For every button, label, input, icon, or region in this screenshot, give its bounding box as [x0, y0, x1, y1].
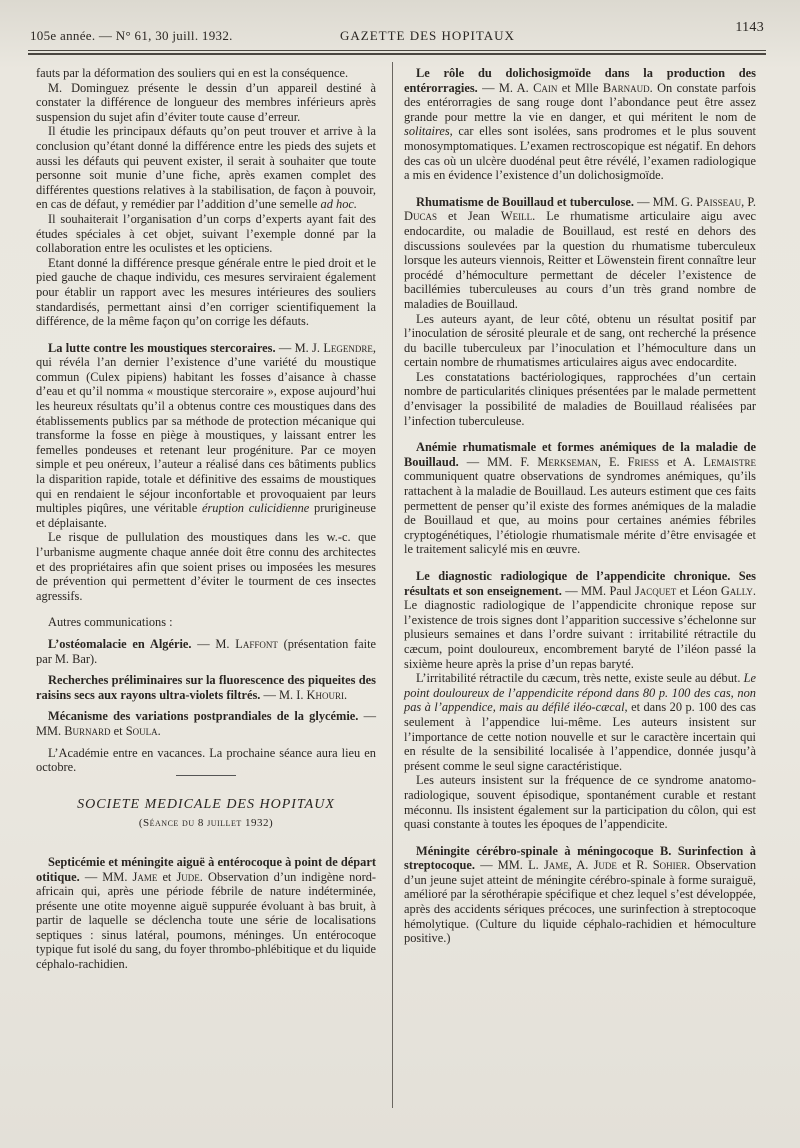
article-body: (présentation faite par M. Bar).	[36, 636, 377, 666]
article-body: Le diagnostic radiologique de l’appendicite chronique repose sur l’existence de trois signes dont l’apparition successive s’échelonne sur plusieurs semaines et dans l’ordre suivant : irritabilité rétractile du cæcum, point douloureux, encombrement baryté de l’iléon passé la sixième heure après la prise d’un repas baryté.	[404, 598, 756, 671]
paragraph: M. Dominguez présente le dessin d’un appareil destiné à constater la différence de longueur des membres inférieurs après suspension du sujet afin d’éviter toute cause d’erreur.	[36, 80, 376, 124]
author-initial: E.	[608, 454, 620, 469]
author-conjunction: et	[162, 869, 172, 884]
paragraph-text: et dans 20 p. 100 des cas seulement à l’appendice lui-même. Les auteurs insistent sur l’importance de cette notion nouvelle et sur le caractère incertain qui en résulte de la sensibilité localisée à l’appendice, donnée jusqu’à présent comme le seul signe caractéristique.	[404, 700, 756, 773]
article-paragraph	[404, 440, 756, 557]
paragraph: Le risque de pullulation des moustiques dans les w.-c. que l’urbanisme augmente chaque année doit être connu des architectes et des propriétaires afin que soient prises ou imposées les mesures de prévention qui permettent d’éviter le tourment de ces insectes agressifs.	[36, 530, 376, 603]
journal-title: GAZETTE DES HOPITAUX	[340, 28, 515, 43]
paragraph: Les auteurs ayant, de leur côté, obtenu un résultat positif par l’inoculation de sérosité pleurale et de sang, ont recherché la présence du bacille tuberculeux par l’inoculation et l’hémoculture dans un certain nombre de rhumatismes articulaires aigus avec endocardite.	[404, 311, 756, 370]
article-body-end: car elles sont isolées, sans prodromes et le plus souvent monosymptomatiques. L’examen rectroscopique est négatif. En dehors des cas où un ulcère duodénal peut être révélé, l’examen radiologique a mis en évidence l’existence d’un dolichosigmoïde.	[404, 124, 756, 183]
paragraph	[36, 124, 376, 212]
author-conjunction: et Jean	[447, 209, 490, 224]
session-month: juillet	[207, 817, 242, 830]
author-initial: P.	[747, 194, 756, 209]
author-name: Legendre,	[323, 340, 376, 355]
author-name: Sohier.	[652, 858, 691, 873]
article-paragraph	[36, 855, 376, 972]
article-title: L’ostéomalacie en Algérie.	[48, 636, 192, 651]
article-body: Observation d’un jeune sujet atteint de méningite cérébro-spinale à forme suraiguë, amélioré par la sérothérapie spécifique et chez lequel s’est développée, après des accidents sériques précoces, une surinfection à streptocoque hémolytique. (Culture du liquide céphalo-rachidien et hémoculture positive.)	[404, 858, 757, 946]
author-prefix: — MM. L.	[480, 858, 539, 873]
header-rule-thin	[28, 50, 766, 51]
session-day: 8	[197, 817, 204, 830]
paragraph	[404, 671, 756, 773]
author-name: Lemaistre	[703, 454, 756, 469]
paragraph-text: L’irritabilité rétractile du cæcum, très nette, existe seule au début.	[416, 671, 741, 686]
author-prefix: — M. A.	[482, 80, 529, 95]
author-name: Weill.	[500, 209, 536, 224]
article-paragraph	[36, 637, 376, 666]
author-conjunction: et Léon	[679, 583, 718, 598]
author-conjunction: et Mlle	[561, 80, 599, 95]
author-prefix: — M. I.	[263, 687, 304, 702]
paragraph: Les auteurs insistent sur la fréquence de ce syndrome anatomo-radiologique, souvent épisodique, spontanément curable et restant méconnu. Ils insistent également sur la participation du côlon, qui est quasi constante à toutes les époques de l’appendicite.	[404, 773, 756, 832]
author-prefix: — MM. G.	[637, 194, 694, 209]
section-separator	[176, 775, 236, 776]
author-name: Cain	[533, 80, 558, 95]
author-name: Barnaud.	[602, 80, 653, 95]
article-title: Septicémie et méningite aiguë à entérocoque à point de départ otitique.	[36, 854, 376, 884]
right-column	[404, 66, 756, 946]
article-title: Méningite cérébro-spinale à méningocoque B. Surinfection à streptocoque.	[404, 843, 756, 873]
article-body: communiquent quatre observations de syndromes anémiques, qu’ils rattachent à la maladie de Bouillaud. Les auteurs estiment que ces faits permettent de penser qu’il existe des formes anémiques de la maladie de Bouillaud et que, au moins pour certaines anémies fébriles cryptogénétiques, l’étiologie rhumatismale mérite d’être envisagée et le traitement salicylé mis en œuvre.	[404, 469, 756, 557]
author-name: Soula.	[125, 723, 161, 738]
session-date	[36, 816, 376, 831]
issue-line: 105e année. — N° 61, 30 juill. 1932.	[30, 28, 233, 43]
author-conjunction: et	[113, 723, 123, 738]
author-prefix: — MM.	[84, 869, 128, 884]
article-body: qui révéla l’an dernier l’existence d’une variété du moustique commun (Culex pipiens) habitant les fosses d’aisance à chasse d’eau et qu’il nomma « moustique stercoraire », expose aujourd’hui les heureux résultats qu’il a obtenus contre ces moustiques dans des établissements publics par sa méthode de protection mécanique qui transforme la fosse en piège à moustiques, y laissant entrer les femelles pondeuses et retenant leur progéniture. Par ce moyen simple et peu onéreux, l’auteur a réalisé dans ces bâtiments publics la disparition rapide, totale et définitive des essaims de moustiques qui en rendaient le séjour inconfortable et provoquaient par leurs multiples piqûres, une véritable	[36, 355, 376, 516]
session-label: Séance du	[143, 817, 195, 830]
article-body: Observation d’un indigène nord-africain qui, après une période fébrile de nature indéterminée, présente une otite moyenne aiguë suppurée évoluant à bas bruit, à partir de laquelle se déclencha toute une série de localisations septiques : sinus latéral, poumons, méninges. Un entérocoque typique fut isolé du sang, du foyer thrombo-phlébitique et du liquide céphalo-rachidien.	[36, 869, 377, 972]
author-name: Paisseau,	[696, 194, 745, 209]
paragraph-text: Il étudie les principaux défauts qu’on peut trouver et arrive à la conclusion qu’étant donné la différence entre les pieds des sujets et aussi les défauts qui peuvent exister, il serait à souhaiter que toute personne soit munie d’une fiche, après examen complet des différentes questions relatives à la stabilisation, de façon à pouvoir, en cas de défaut, y remédier par l’addition d’une semelle	[36, 124, 376, 212]
left-column	[36, 66, 376, 972]
session-year: 1932)	[244, 817, 274, 830]
article-body: Le rhumatisme articulaire aigu avec endocardite, ou maladie de Bouillaud, est resté en dehors des discussions soulevées par la question du rhumatisme tuberculeux lorsque les auteurs viennois, Reitter et Löwenstein firent connaître leur procédé d’hémoculture permettant de déceler l’existence de bacillémies tuberculeuses au cours d’un très grand nombre de maladies de Bouillaud.	[404, 209, 756, 311]
author-name: Gally.	[720, 583, 756, 598]
italic-text: ad hoc.	[320, 197, 358, 212]
article-title: Le rôle du dolichosigmoïde dans la production des entérorragies.	[404, 66, 756, 95]
author-prefix: — M. J.	[278, 340, 320, 355]
author-name: Friess	[627, 454, 660, 469]
author-name: Burnard	[64, 723, 111, 738]
author-prefix: — MM.	[36, 709, 376, 738]
author-name: Jame,	[543, 858, 572, 873]
italic-text: Le point douloureux de l’appendicite répond dans 80 p. 100 des cas, non pas à l’appendice, mais au défilé iléo-cæcal,	[404, 671, 756, 715]
article-paragraph	[36, 709, 376, 738]
paragraph: Il souhaiterait l’organisation d’un corps d’experts ayant fait des études spéciales à cet objet, suivant l’exemple donné par la collaboration entre les oculistes et les opticiens.	[36, 211, 376, 256]
section-label: Autres communications :	[48, 615, 173, 630]
article-body-end: prurigineuse et déplaisante.	[36, 501, 376, 530]
article-title: Rhumatisme de Bouillaud et tuberculose.	[416, 194, 634, 209]
article-paragraph	[404, 66, 756, 183]
author-prefix: — MM. Paul	[565, 583, 632, 598]
italic-text: solitaires,	[404, 124, 453, 139]
author-name: Ducas	[404, 209, 437, 224]
author-initial: A.	[576, 858, 589, 873]
author-name: Jude	[593, 858, 617, 873]
page-number: 1143	[735, 20, 764, 35]
author-prefix: — MM. F.	[466, 454, 530, 469]
article-title: Mécanisme des variations postprandiales de la glycémie.	[48, 709, 359, 724]
article-title: Anémie rhumatismale et formes anémiques de la maladie de Bouillaud.	[404, 440, 756, 469]
author-prefix: — M.	[197, 636, 230, 651]
article-title: La lutte contre les moustiques stercoraires.	[48, 340, 276, 355]
article-title: Recherches préliminaires sur la fluorescence des piqueites des raisins secs aux rayons ultra-violets filtrés.	[36, 673, 376, 702]
article-title: Le diagnostic radiologique de l’appendicite chronique. Ses résultats et son enseignement.	[404, 569, 756, 598]
author-name: Laffont	[235, 636, 278, 651]
author-conjunction: et A.	[667, 454, 696, 469]
author-name: Merkseman,	[537, 454, 601, 469]
society-title: SOCIETE MEDICALE DES HOPITAUX	[77, 796, 335, 812]
italic-text: éruption culicidienne	[201, 501, 310, 516]
article-paragraph	[404, 195, 756, 312]
author-name: Jude.	[176, 869, 203, 884]
article-paragraph	[36, 341, 376, 531]
paragraph: fauts par la déformation des souliers qui en est la conséquence.	[36, 66, 349, 80]
paren: (	[138, 817, 144, 830]
header-rule-thick	[28, 53, 766, 55]
paragraph: Les constatations bactériologiques, rapprochées d’un certain nombre de particularités cliniques présentées par le malade permettent d’envisager la possibilité de maladies de Bouillaud réalisées par l’infection tuberculeuse.	[404, 369, 756, 428]
running-header	[30, 20, 764, 48]
column-divider	[392, 62, 393, 1108]
paragraph: Etant donné la différence presque générale entre le pied droit et le pied gauche de chaque individu, ces mesures serviraient également pour établir un rapport avec les mesures intérieures des souliers standardisés, permettant ainsi d’en corriger scientifiquement la différence, de la même façon qu’on corrige les défauts.	[36, 255, 376, 329]
author-name: Khouri.	[306, 687, 348, 702]
author-name: Jame	[132, 869, 158, 884]
article-paragraph	[36, 673, 376, 702]
article-body: On constate parfois des entérorragies de sang rouge dont l’abondance peut être assez grande pour mettre la vie en danger, et qui méritent le nom de	[404, 80, 756, 124]
author-conjunction: et R.	[622, 858, 648, 873]
article-paragraph	[404, 844, 756, 946]
author-name: Jacquet	[634, 583, 677, 598]
paragraph: L’Académie entre en vacances. La prochaine séance aura lieu en octobre.	[36, 745, 376, 775]
article-paragraph	[404, 569, 756, 671]
